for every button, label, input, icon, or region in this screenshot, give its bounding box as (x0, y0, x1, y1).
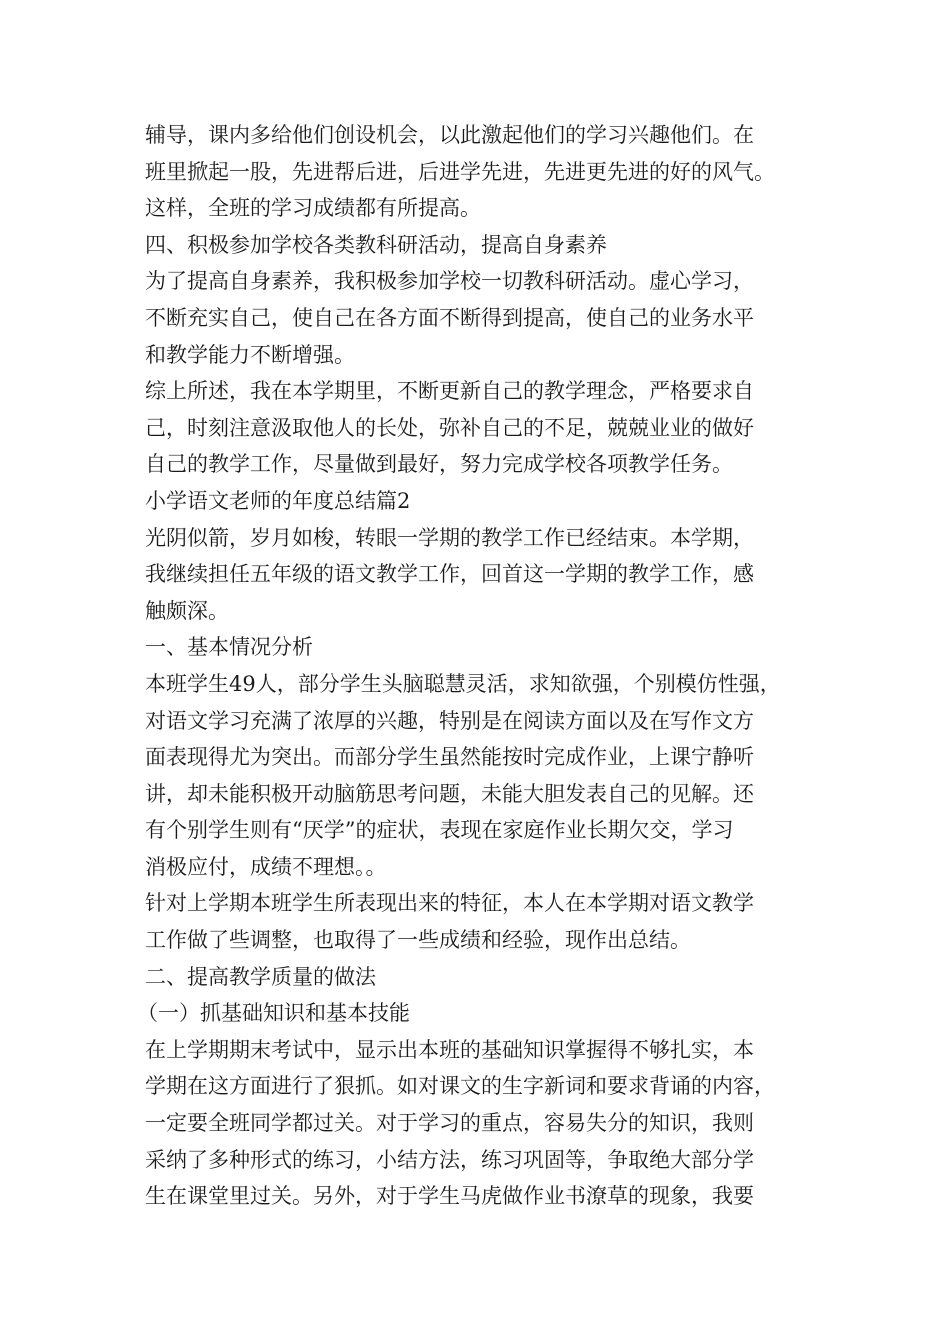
body-line: 触颇深。 (145, 598, 229, 623)
body-line: 讲，却未能积极开动脑筋思考问题，未能大胆发表自己的见解。还 (145, 781, 754, 806)
body-line: 一定要全班同学都过关。对于学习的重点，容易失分的知识，我则 (145, 1111, 754, 1136)
body-line: 消极应付，成绩不理想。。 (145, 854, 387, 879)
document-body (137, 117, 815, 1215)
body-line: 综上所述，我在本学期里，不断更新自己的教学理念，严格要求自 (145, 379, 754, 404)
subsection-heading: （一）抓基础知识和基本技能 (137, 1001, 410, 1026)
body-line: 工作做了些调整，也取得了一些成绩和经验，现作出总结。 (145, 928, 691, 953)
body-line: 针对上学期本班学生所表现出来的特征，本人在本学期对语文教学 (145, 891, 754, 916)
body-line: 这样，全班的学习成绩都有所提高。 (145, 196, 481, 221)
body-line: 为了提高自身素养，我积极参加学校一切教科研活动。虚心学习， (145, 269, 754, 294)
body-line: 己，时刻注意汲取他人的长处，弥补自己的不足，兢兢业业的做好 (145, 415, 754, 440)
body-line: 班里掀起一股，先进帮后进，后进学先进，先进更先进的好的风气。 (145, 159, 775, 184)
body-line: 学期在这方面进行了狠抓。如对课文的生字新词和要求背诵的内容， (145, 1074, 775, 1099)
body-line: 面表现得尤为突出。而部分学生虽然能按时完成作业，上课宁静听 (145, 745, 754, 770)
section-heading: 二、提高教学质量的做法 (145, 964, 376, 989)
body-line: 生在课堂里过关。另外，对于学生马虎做作业书潦草的现象，我要 (145, 1184, 754, 1209)
body-line: 采纳了多种形式的练习，小结方法，练习巩固等，争取绝大部分学 (145, 1147, 754, 1172)
body-line: 和教学能力不断增强。 (145, 342, 355, 367)
body-line: 辅导，课内多给他们创设机会，以此激起他们的学习兴趣他们。在 (145, 123, 754, 147)
body-line: 光阴似箭，岁月如梭，转眼一学期的教学工作已经结束。本学期， (145, 525, 754, 550)
section-heading: 四、积极参加学校各类教科研活动，提高自身素养 (145, 232, 607, 257)
body-line: 不断充实自己，使自己在各方面不断得到提高，使自己的业务水平 (145, 305, 754, 330)
section-heading: 一、基本情况分析 (145, 635, 313, 660)
body-line: 自己的教学工作，尽量做到最好，努力完成学校各项教学任务。 (145, 452, 733, 477)
body-line: 有个别学生则有“厌学”的症状，表现在家庭作业长期欠交，学习 (145, 818, 734, 843)
article-title: 小学语文老师的年度总结篇2 (145, 488, 411, 513)
body-line: 对语文学习充满了浓厚的兴趣，特别是在阅读方面以及在写作文方 (145, 708, 754, 733)
body-line: 在上学期期末考试中，显示出本班的基础知识掌握得不够扎实，本 (145, 1037, 754, 1062)
body-line: 我继续担任五年级的语文教学工作，回首这一学期的教学工作，感 (145, 562, 754, 587)
body-line: 本班学生49人，部分学生头脑聪慧灵活，求知欲强，个别模仿性强， (145, 671, 781, 696)
